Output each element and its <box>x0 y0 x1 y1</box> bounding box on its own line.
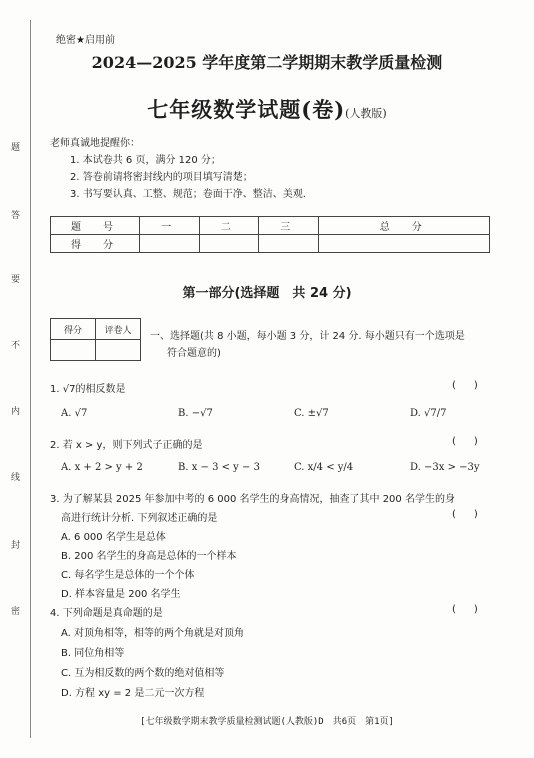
question-4-option-d: D. 方程 xy = 2 是二元一次方程 <box>61 688 205 699</box>
instruction-item: 2. 答卷前请将密封线内的项目填写清楚； <box>70 172 253 183</box>
question-3-option-c: C. 每名学生是总体的一个个体 <box>61 570 195 581</box>
score-cell <box>140 235 200 253</box>
instructions <box>50 135 306 203</box>
exam-title: 2024—2025 学年度第二学期期末教学质量检测 <box>91 53 443 72</box>
secret-label: 绝密★启用前 <box>56 35 115 46</box>
page-footer: [七年级数学期末教学质量检测试题(人教版)D 共6页 第1页] <box>140 717 394 727</box>
score-cell <box>259 235 319 253</box>
question-3-stem: 高进行统计分析. 下列叙述正确的是 <box>61 513 218 524</box>
score-header-cell: 总 分 <box>318 217 490 235</box>
question-1-option-a: A. √7 <box>61 408 88 419</box>
question-3-option-a: A. 6 000 名学生是总体 <box>61 532 166 543</box>
question-2-option-d: D. −3x > −3y <box>410 462 480 473</box>
question-1-stem: 1. √7的相反数是 <box>50 384 126 395</box>
section-heading-line: 一、选择题(共 8 小题，每小题 3 分，计 24 分. 每小题只有一个选项是 <box>150 331 465 342</box>
question-2-option-b: B. x − 3 < y − 3 <box>178 462 260 473</box>
part-title: 第一部分(选择题 共 24 分) <box>182 286 352 301</box>
answer-parentheses: () <box>452 436 496 447</box>
margin-char: 线 <box>11 473 21 483</box>
question-4-stem: 4. 下列命题是真命题的是 <box>50 608 163 619</box>
margin-char: 密 <box>11 607 21 617</box>
question-4-option-a: A. 对顶角相等，相等的两个角就是对顶角 <box>61 628 245 639</box>
question-3-stem: 3. 为了解某县 2025 年参加中考的 6 000 名学生的身高情况，抽查了其中 200 名学生的身 <box>50 494 455 505</box>
grader-box <box>50 318 141 361</box>
edition-label: (人教版) <box>345 107 387 120</box>
question-2-stem: 2. 若 x > y，则下列式子正确的是 <box>50 440 203 451</box>
instruction-item: 3. 书写要认真、工整、规范；卷面干净、整洁、美观. <box>70 189 306 200</box>
margin-char: 不 <box>11 341 21 351</box>
margin-char: 题 <box>11 143 21 153</box>
question-1-option-b: B. −√7 <box>178 408 213 419</box>
score-header-cell: 三 <box>259 217 319 235</box>
grader-score-cell <box>51 340 96 361</box>
grader-name-label: 评卷人 <box>96 319 141 340</box>
margin-char: 内 <box>11 407 21 417</box>
instructions-header: 老师真诚地提醒你： <box>50 138 140 149</box>
answer-parentheses: () <box>452 509 496 520</box>
grader-name-cell <box>96 340 141 361</box>
instruction-item: 1. 本试卷共 6 页，满分 120 分； <box>70 155 221 166</box>
answer-parentheses: () <box>452 604 496 615</box>
margin-char: 要 <box>11 275 21 285</box>
answer-parentheses: () <box>452 380 496 391</box>
binding-line <box>30 20 31 738</box>
score-header-cell: 一 <box>140 217 200 235</box>
question-2-option-a: A. x + 2 > y + 2 <box>61 462 143 473</box>
score-table <box>50 216 490 253</box>
question-4-option-c: C. 互为相反数的两个数的绝对值相等 <box>61 668 225 679</box>
grader-score-label: 得分 <box>51 319 96 340</box>
question-3-option-d: D. 样本容量是 200 名学生 <box>61 589 181 600</box>
exam-subtitle <box>0 94 534 124</box>
question-1-option-d: D. √7/7 <box>410 408 447 419</box>
question-3-option-b: B. 200 名学生的身高是总体的一个样本 <box>61 551 237 562</box>
margin-char: 答 <box>11 211 21 221</box>
subject-title: 七年级数学试题(卷) <box>147 97 346 122</box>
score-cell <box>199 235 259 253</box>
section-heading <box>150 328 490 362</box>
score-row-label: 得 分 <box>51 235 140 253</box>
question-2-option-c: C. x/4 < y/4 <box>294 462 354 473</box>
question-1-option-c: C. ±√7 <box>294 408 329 419</box>
score-header-cell: 题 号 <box>51 217 140 235</box>
score-header-cell: 二 <box>199 217 259 235</box>
score-cell <box>318 235 490 253</box>
question-4-option-b: B. 同位角相等 <box>61 648 125 659</box>
margin-char: 封 <box>11 541 21 551</box>
section-heading-line: 符合题意的) <box>167 348 221 359</box>
score-table-value-row <box>51 235 490 253</box>
score-table-header-row <box>51 217 490 235</box>
